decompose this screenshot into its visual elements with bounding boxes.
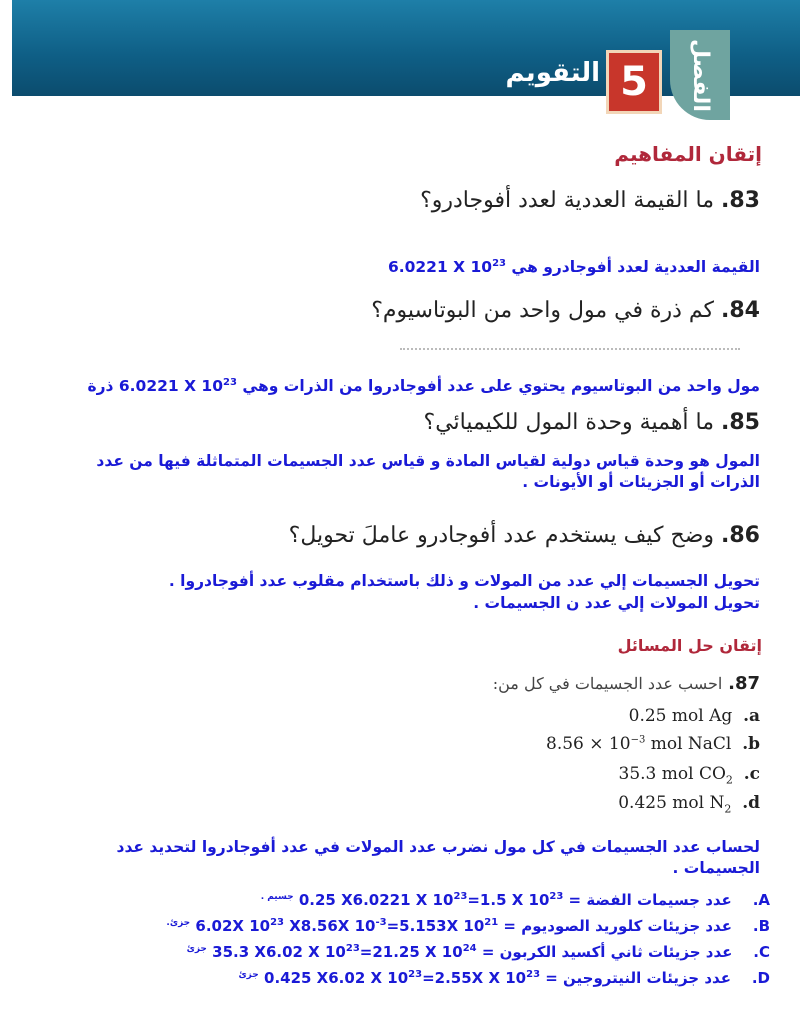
question-number: 86. <box>721 523 760 548</box>
line-expression <box>264 969 540 987</box>
item-c <box>619 764 761 786</box>
expr-exponent: 24 <box>462 943 477 954</box>
answer-line-1: المول هو وحدة قياس دولية لقياس المادة و قياس عدد الجسيمات المتماثلة فيها من عدد <box>96 452 760 470</box>
value-base: 6.0221 X 10 <box>387 258 493 277</box>
expr-part: =1.5 X 10 <box>467 891 550 909</box>
question-number: 83. <box>721 188 760 213</box>
answer-line-d <box>10 969 770 987</box>
line-label: عدد جزيئات النيتروجين = <box>545 969 731 987</box>
value-exponent: 23 <box>492 258 506 269</box>
chapter-number-badge: 5 <box>606 50 662 114</box>
line-expression <box>212 943 476 961</box>
expr-part: 0.25 X6.0221 X 10 <box>298 891 454 909</box>
answer-87-lines <box>10 891 770 987</box>
expr-exponent: 23 <box>270 917 284 928</box>
answer-tail: ذرة <box>87 377 114 396</box>
line-letter: A. <box>752 891 770 909</box>
answer-line-2: الذرات أو الجزيئات أو الأيونات . <box>522 473 760 491</box>
line-label: عدد جزيئات كلوريد الصوديوم = <box>503 917 732 935</box>
item-subscript: 2 <box>725 773 733 787</box>
cropped-line <box>400 348 740 354</box>
answer-text: مول واحد من البوتاسيوم يحتوي على عدد أفوجادروا من الذرات وهي <box>242 377 760 396</box>
answer-line-1: لحساب عدد الجسيمات في كل مول نضرب عدد المولات في عدد أفوجادروا لتحديد عدد <box>116 838 760 856</box>
line-unit: جزئ <box>238 970 259 980</box>
expr-exponent: 23 <box>549 891 564 902</box>
expr-exponent: 21 <box>484 917 499 928</box>
line-unit: جسيم . <box>260 892 294 902</box>
item-value: 35.3 mol CO <box>618 764 726 784</box>
item-value-base: 8.56 × 10 <box>546 734 631 754</box>
question-text: احسب عدد الجسيمات في كل من: <box>492 674 723 693</box>
section-heading-problems: إتقان حل المسائل <box>617 636 762 655</box>
question-number: 84. <box>721 298 760 323</box>
item-exponent: −3 <box>630 734 646 746</box>
item-value: 0.425 mol N <box>618 793 725 813</box>
line-letter: B. <box>752 917 770 935</box>
answer-value <box>388 258 506 276</box>
question-text: كم ذرة في مول واحد من البوتاسيوم؟ <box>371 298 715 323</box>
answer-85 <box>40 452 760 491</box>
question-87 <box>493 673 760 694</box>
question-text: وضح كيف يستخدم عدد أفوجادرو عاملَ تحويل؟ <box>288 523 715 548</box>
expr-exponent: 23 <box>526 969 541 980</box>
question-86 <box>289 523 760 548</box>
question-number: 87. <box>728 673 760 694</box>
expr-part: =5.153X 10 <box>386 917 485 935</box>
expr-part: =21.25 X 10 <box>359 943 463 961</box>
chapter-label: الفصل <box>670 30 730 120</box>
question-85 <box>424 410 760 435</box>
line-letter: C. <box>753 943 770 961</box>
item-a <box>629 706 760 726</box>
line-unit: جزئ <box>186 944 207 954</box>
expr-part: =2.55X X 10 <box>422 969 527 987</box>
answer-value <box>119 377 237 395</box>
answer-text: القيمة العددية لعدد أفوجادرو هي <box>511 258 760 277</box>
value-base: 6.0221 X 10 <box>118 377 224 396</box>
question-number: 85. <box>721 410 760 435</box>
line-unit: جزئ. <box>166 918 191 928</box>
item-value: 0.25 mol Ag <box>628 706 733 726</box>
expr-exponent: 23 <box>345 943 360 954</box>
item-label: .d <box>742 793 760 813</box>
answer-87-intro <box>20 838 760 877</box>
line-label: عدد جسيمات الفضة = <box>568 891 732 909</box>
item-b <box>546 734 760 754</box>
answer-line-a <box>10 891 770 909</box>
item-d <box>618 793 760 815</box>
item-label: .a <box>743 706 760 726</box>
answer-83 <box>388 258 760 276</box>
expr-exponent: -3 <box>375 917 387 928</box>
expr-part: 6.02X 10 <box>195 917 271 935</box>
item-label: .c <box>743 764 760 784</box>
item-subscript: 2 <box>724 802 732 816</box>
answer-84 <box>87 377 760 395</box>
question-84 <box>371 298 760 323</box>
item-label: .b <box>742 734 760 754</box>
value-exponent: 23 <box>223 377 237 388</box>
expr-part: X8.56X 10 <box>284 917 376 935</box>
line-expression <box>195 917 498 935</box>
answer-line-1: تحويل الجسيمات إلي عدد من المولات و ذلك باستخدام مقلوب عدد أفوجادروا . <box>168 572 760 590</box>
banner-title: التقويم <box>505 58 600 88</box>
answer-line-c <box>10 943 770 961</box>
expr-exponent: 23 <box>453 891 468 902</box>
expr-exponent: 23 <box>408 969 423 980</box>
expr-part: 0.425 X6.02 X 10 <box>264 969 409 987</box>
answer-86 <box>40 572 760 612</box>
answer-line-2: تحويل المولات إلي عدد ن الجسيمات . <box>473 594 760 612</box>
line-label: عدد جزيئات ثاني أكسيد الكربون = <box>481 943 733 961</box>
section-heading-concepts: إتقان المفاهيم <box>614 142 762 166</box>
question-text: ما القيمة العددية لعدد أفوجادرو؟ <box>420 188 715 213</box>
line-letter: D. <box>751 969 770 987</box>
item-unit: mol NaCl <box>645 734 732 754</box>
answer-line-b <box>10 917 770 935</box>
question-text: ما أهمية وحدة المول للكيميائي؟ <box>423 410 715 435</box>
line-expression <box>299 891 563 909</box>
expr-part: 35.3 X6.02 X 10 <box>212 943 346 961</box>
question-83 <box>420 188 760 213</box>
answer-line-2: الجسيمات . <box>672 859 760 877</box>
